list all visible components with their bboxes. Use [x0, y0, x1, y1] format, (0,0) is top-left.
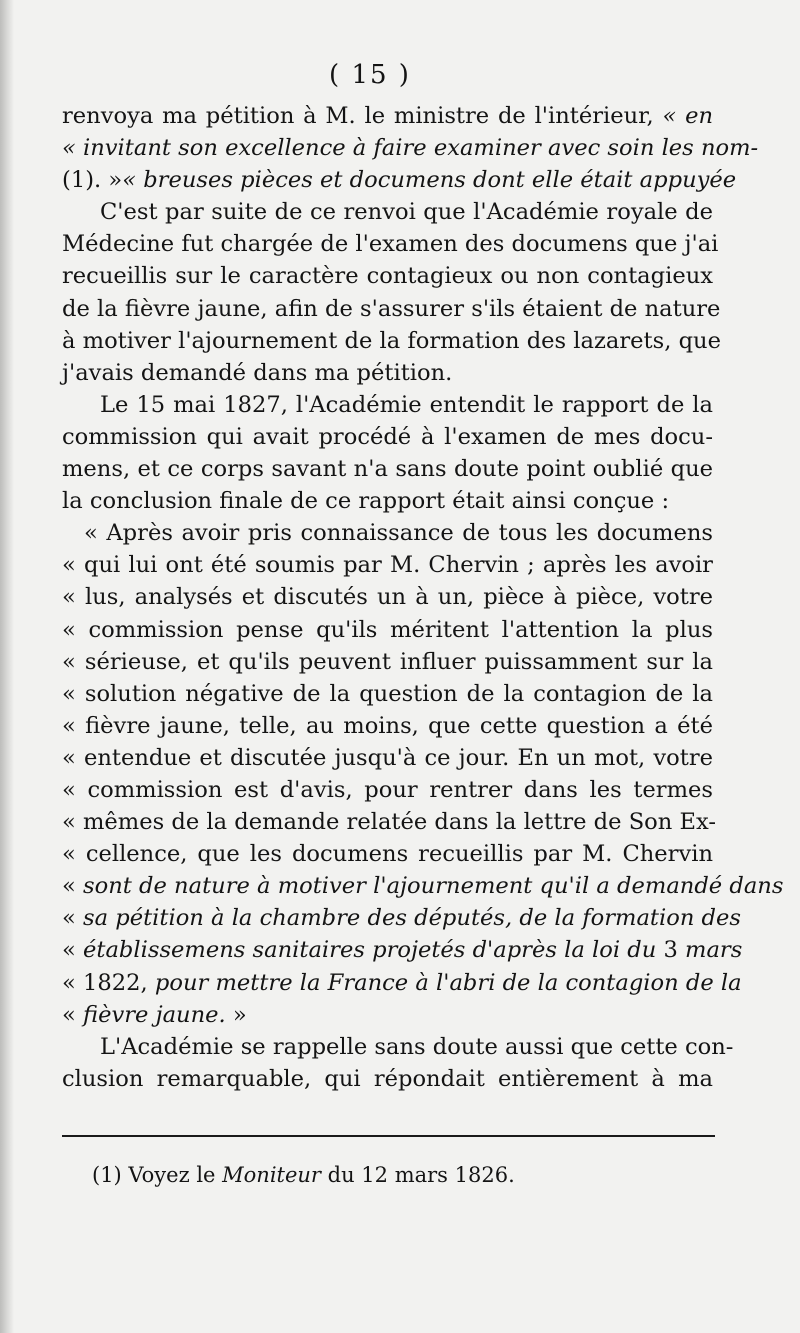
text-line	[62, 1031, 734, 1063]
text-line	[62, 1063, 713, 1095]
text-run: j'avais demandé dans ma pétition.	[62, 359, 453, 386]
text-line	[62, 678, 713, 710]
text-run: la conclusion finale de ce rapport était ainsi conçue :	[62, 488, 670, 515]
page-number: ( 15 )	[329, 60, 411, 90]
text-run: « qui lui ont été soumis par M. Chervin ; après les avoir	[62, 552, 713, 579]
text-run: « commission est d'avis, pour rentrer dans les termes	[62, 776, 713, 803]
text-line	[62, 581, 713, 613]
body-text	[62, 100, 784, 1095]
text-line	[62, 870, 784, 902]
italic-run: pour mettre la France à l'abri de la contagion de la	[154, 969, 742, 996]
footnote	[92, 1163, 692, 1187]
text-run: Le 15 mai 1827, l'Académie entendit le rapport de la	[100, 391, 713, 418]
text-run: « sérieuse, et qu'ils peuvent influer puissamment sur la	[62, 648, 713, 675]
text-run: mens, et ce corps savant n'a sans doute point oublié que	[62, 456, 713, 483]
text-line	[62, 389, 713, 421]
text-line	[62, 902, 741, 934]
text-run: « commission pense qu'ils méritent l'attention la plus	[62, 616, 713, 643]
text-line	[62, 934, 743, 966]
text-run: L'Académie se rappelle sans doute aussi que cette con-	[100, 1033, 734, 1060]
text-run: à motiver l'ajournement de la formation des lazarets, que	[62, 327, 721, 354]
text-run: « lus, analysés et discutés un à un, pièce à pièce, votre	[62, 584, 713, 611]
text-line	[62, 293, 721, 325]
text-run: (1). »	[62, 167, 123, 194]
text-run: « fièvre jaune, telle, au moins, que cette question a été	[62, 712, 713, 739]
text-line	[62, 164, 737, 196]
italic-run: sont de nature à motiver l'ajournement qu'il a demandé dans	[83, 873, 784, 900]
text-line	[62, 967, 742, 999]
italic-run: sa pétition à la chambre des députés, de la formation des	[83, 905, 741, 932]
text-run: »	[225, 1001, 247, 1028]
text-run: « cellence, que les documens recueillis par M. Chervin	[62, 841, 713, 868]
italic-run: établissemens sanitaires projetés d'après la loi du	[83, 937, 657, 964]
text-line	[62, 710, 713, 742]
text-line	[62, 774, 713, 806]
text-line	[62, 260, 713, 292]
text-line	[62, 228, 719, 260]
text-line	[62, 325, 721, 357]
text-line	[62, 549, 713, 581]
footnote-text-before: Voyez le	[121, 1163, 223, 1187]
text-run: C'est par suite de ce renvoi que l'Académie royale de	[100, 199, 713, 226]
text-run: renvoya ma pétition à M. le ministre de l'intérieur,	[62, 103, 663, 129]
text-line	[62, 646, 713, 678]
text-run: 3	[656, 937, 686, 964]
text-run: recueillis sur le caractère contagieux ou non contagieux	[62, 263, 713, 290]
text-line	[62, 517, 713, 549]
text-line	[62, 132, 759, 164]
text-run: de la fièvre jaune, afin de s'assurer s'ils étaient de nature	[62, 295, 721, 322]
text-run: «	[62, 905, 84, 932]
text-run: commission qui avait procédé à l'examen de mes docu-	[62, 423, 713, 450]
text-line	[62, 421, 713, 453]
text-run: «	[62, 1001, 84, 1028]
text-line	[62, 100, 713, 132]
footnote-italic: Moniteur	[222, 1163, 321, 1187]
italic-run: fièvre jaune.	[83, 1001, 226, 1028]
italic-run: « en	[662, 103, 713, 129]
footnote-rule	[62, 1135, 715, 1137]
text-line	[62, 485, 713, 517]
text-line	[62, 357, 713, 389]
text-run: « entendue et discutée jusqu'à ce jour. En un mot, votre	[62, 744, 713, 771]
text-run: « solution négative de la question de la contagion de la	[62, 680, 713, 707]
text-line	[62, 999, 713, 1031]
footnote-text-after: du 12 mars 1826.	[320, 1163, 515, 1187]
text-run: clusion remarquable, qui répondait entièrement à ma	[62, 1065, 713, 1092]
italic-run: « invitant son excellence à faire examiner avec soin les nom-	[62, 135, 759, 162]
text-run: «	[62, 873, 84, 900]
text-line	[62, 838, 713, 870]
text-line	[62, 742, 713, 774]
text-run: « 1822,	[62, 969, 155, 996]
italic-run: « breuses pièces et documens dont elle était appuyée	[122, 167, 737, 194]
text-line	[62, 806, 716, 838]
text-run: «	[62, 937, 84, 964]
text-line	[62, 453, 713, 485]
text-run: « Après avoir pris connaissance de tous les documens	[84, 520, 713, 547]
text-line	[62, 196, 713, 228]
text-run: Médecine fut chargée de l'examen des documens que j'ai	[62, 231, 719, 258]
footnote-marker: (1)	[92, 1163, 122, 1187]
italic-run: mars	[685, 937, 743, 964]
text-run: « mêmes de la demande relatée dans la lettre de Son Ex-	[62, 809, 716, 836]
text-line	[62, 614, 713, 646]
